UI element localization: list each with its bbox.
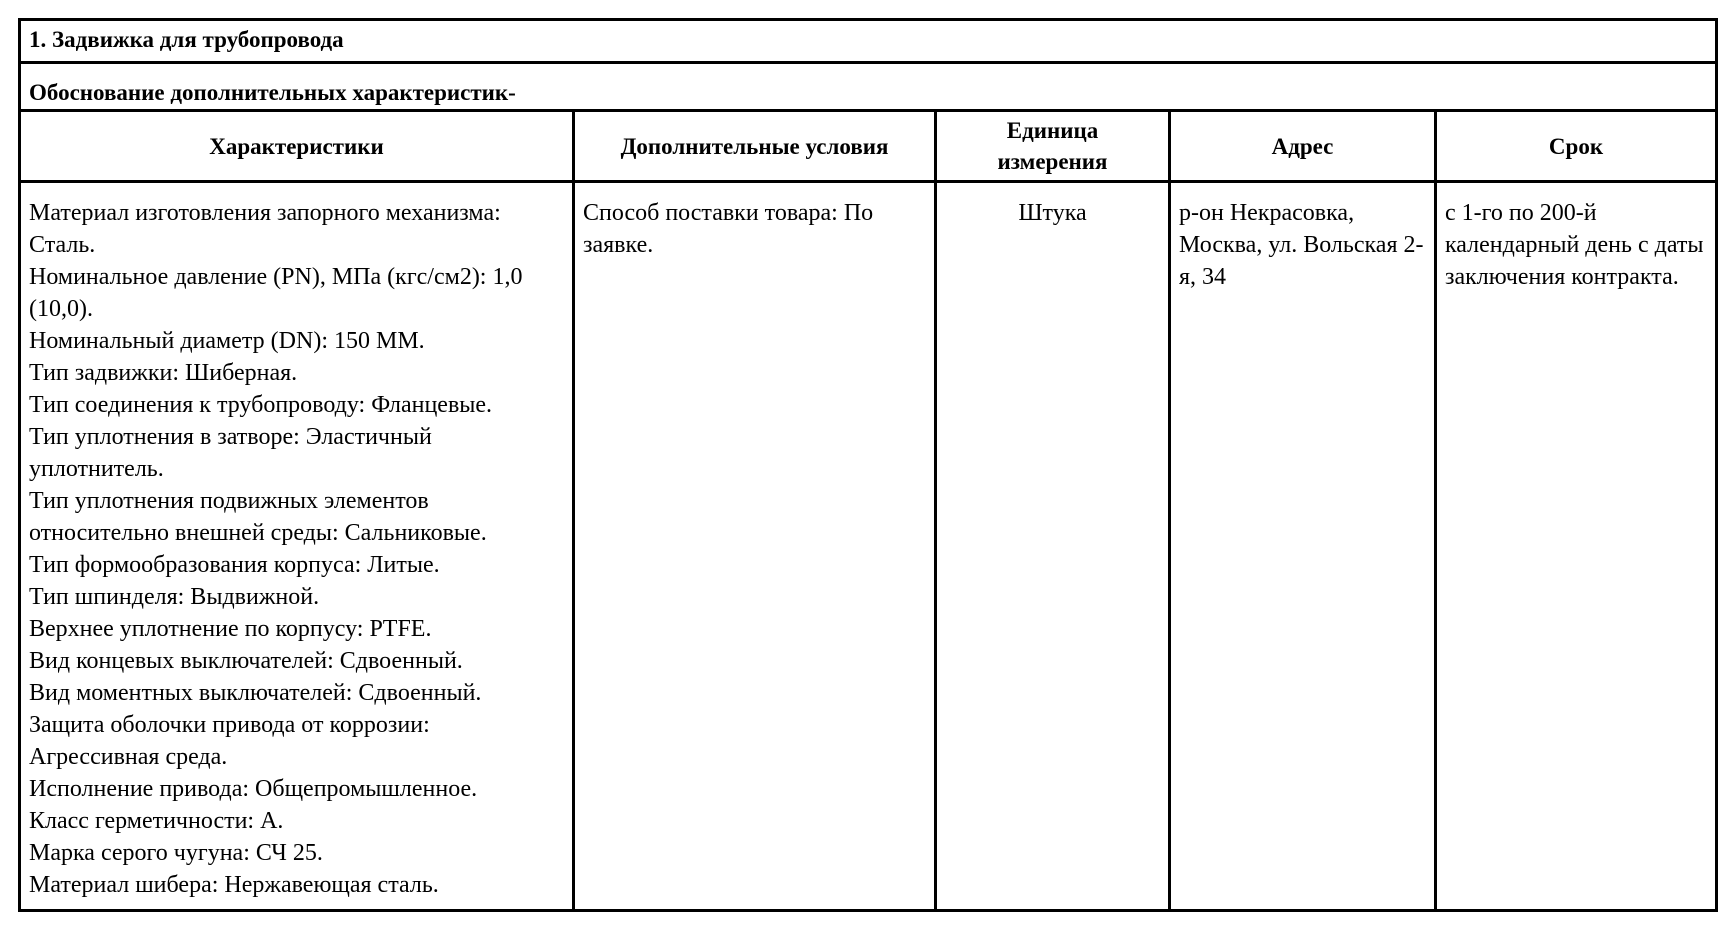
header-unit-line1: Единица	[1006, 118, 1099, 143]
characteristic-line: Вид моментных выключателей: Сдвоенный.	[29, 680, 482, 706]
title-row	[20, 20, 1717, 63]
header-unit-line2: измерения	[997, 149, 1108, 174]
characteristic-line: Защита оболочки привода от коррозии: Агрессивная среда.	[29, 712, 430, 770]
characteristic-line: Вид концевых выключателей: Сдвоенный.	[29, 648, 463, 674]
subtitle-row	[20, 63, 1717, 111]
justification-heading: Обоснование дополнительных характеристик-	[20, 63, 1717, 111]
characteristic-line: Номинальный диаметр (DN): 150 ММ.	[29, 328, 425, 354]
characteristic-line: Тип соединения к трубопроводу: Фланцевые.	[29, 392, 493, 418]
characteristic-line: Тип формообразования корпуса: Литые.	[29, 552, 440, 578]
characteristic-line: Тип уплотнения в затворе: Эластичный уплотнитель.	[29, 424, 432, 482]
characteristic-line: Тип шпинделя: Выдвижной.	[29, 584, 320, 610]
table-row	[20, 182, 1717, 911]
header-unit	[936, 111, 1170, 182]
header-address: Адрес	[1170, 111, 1436, 182]
characteristic-line: Материал шибера: Нержавеющая сталь.	[29, 872, 439, 898]
address-cell: р-он Некрасовка, Москва, ул. Вольская 2-я, 34	[1170, 182, 1436, 911]
characteristic-line: Верхнее уплотнение по корпусу: PTFE.	[29, 616, 432, 642]
term-cell: с 1-го по 200-й календарный день с даты заключения контракта.	[1436, 182, 1717, 911]
characteristic-line: Тип задвижки: Шиберная.	[29, 360, 298, 386]
characteristics-cell	[20, 182, 574, 911]
header-term: Срок	[1436, 111, 1717, 182]
characteristics-list	[29, 197, 564, 901]
conditions-cell: Способ поставки товара: По заявке.	[574, 182, 936, 911]
characteristic-line: Тип уплотнения подвижных элементов относительно внешней среды: Сальниковые.	[29, 488, 487, 546]
characteristic-line: Номинальное давление (PN), МПа (кгс/см2): 1,0 (10,0).	[29, 264, 523, 322]
item-title: 1. Задвижка для трубопровода	[20, 20, 1717, 63]
unit-cell: Штука	[936, 182, 1170, 911]
characteristic-line: Исполнение привода: Общепромышленное.	[29, 776, 478, 802]
header-row	[20, 111, 1717, 182]
header-characteristics: Характеристики	[20, 111, 574, 182]
specification-table	[18, 18, 1718, 912]
characteristic-line: Марка серого чугуна: СЧ 25.	[29, 840, 323, 866]
characteristic-line: Материал изготовления запорного механизма: Сталь.	[29, 200, 501, 258]
header-conditions: Дополнительные условия	[574, 111, 936, 182]
characteristic-line: Класс герметичности: А.	[29, 808, 284, 834]
